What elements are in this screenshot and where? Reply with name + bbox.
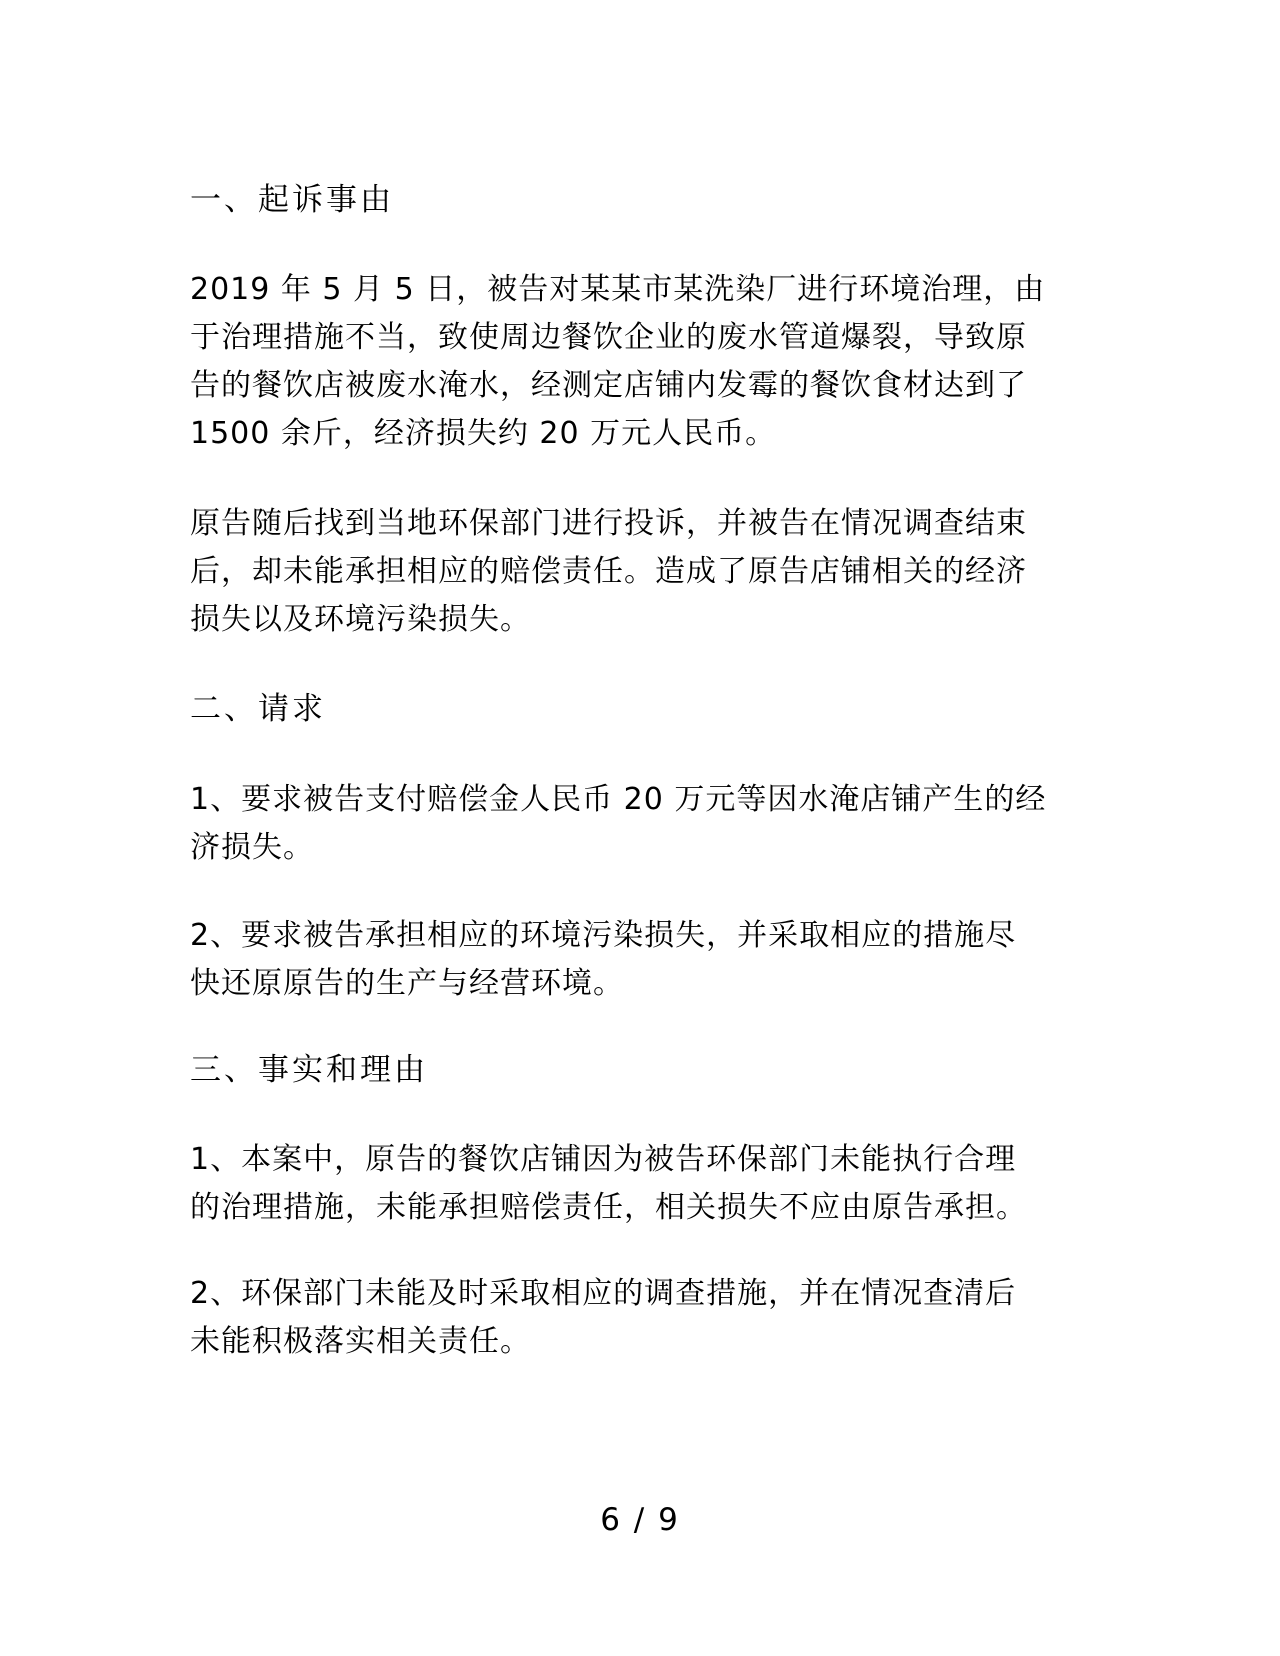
section-heading-2: 二、请求 (190, 691, 326, 727)
paragraph-reason-2: 2、环保部门未能及时采取相应的调查措施，并在情况查清后 未能积极落实相关责任。 (190, 1276, 1017, 1359)
paragraph-reason-1: 1、本案中，原告的餐饮店铺因为被告环保部门未能执行合理 的治理措施，未能承担赔偿责任，相关损失不应由原告承担。 (190, 1142, 1027, 1225)
paragraph-complaint: 原告随后找到当地环保部门进行投诉，并被告在情况调查结束 后，却未能承担相应的赔偿责任。造成了原告店铺相关的经济 损失以及环境污染损失。 (190, 506, 1027, 637)
section-heading-3: 三、事实和理由 (190, 1052, 428, 1088)
paragraph-claim-1: 1、要求被告支付赔偿金人民币 20 万元等因水淹店铺产生的经 济损失。 (190, 782, 1047, 865)
paragraph-incident: 2019 年 5 月 5 日，被告对某某市某洗染厂进行环境治理，由 于治理措施不当，致使周边餐饮企业的废水管道爆裂，导致原 告的餐饮店被废水淹水，经测定店铺内发霉的餐饮食材达到了 1500 余斤，经济损失约 20 万元人民币。 (190, 272, 1046, 451)
paragraph-claim-2: 2、要求被告承担相应的环境污染损失，并采取相应的措施尽 快还原原告的生产与经营环境。 (190, 918, 1017, 1001)
section-heading-1: 一、起诉事由 (190, 182, 394, 218)
page-number: 6 / 9 (600, 1502, 680, 1538)
